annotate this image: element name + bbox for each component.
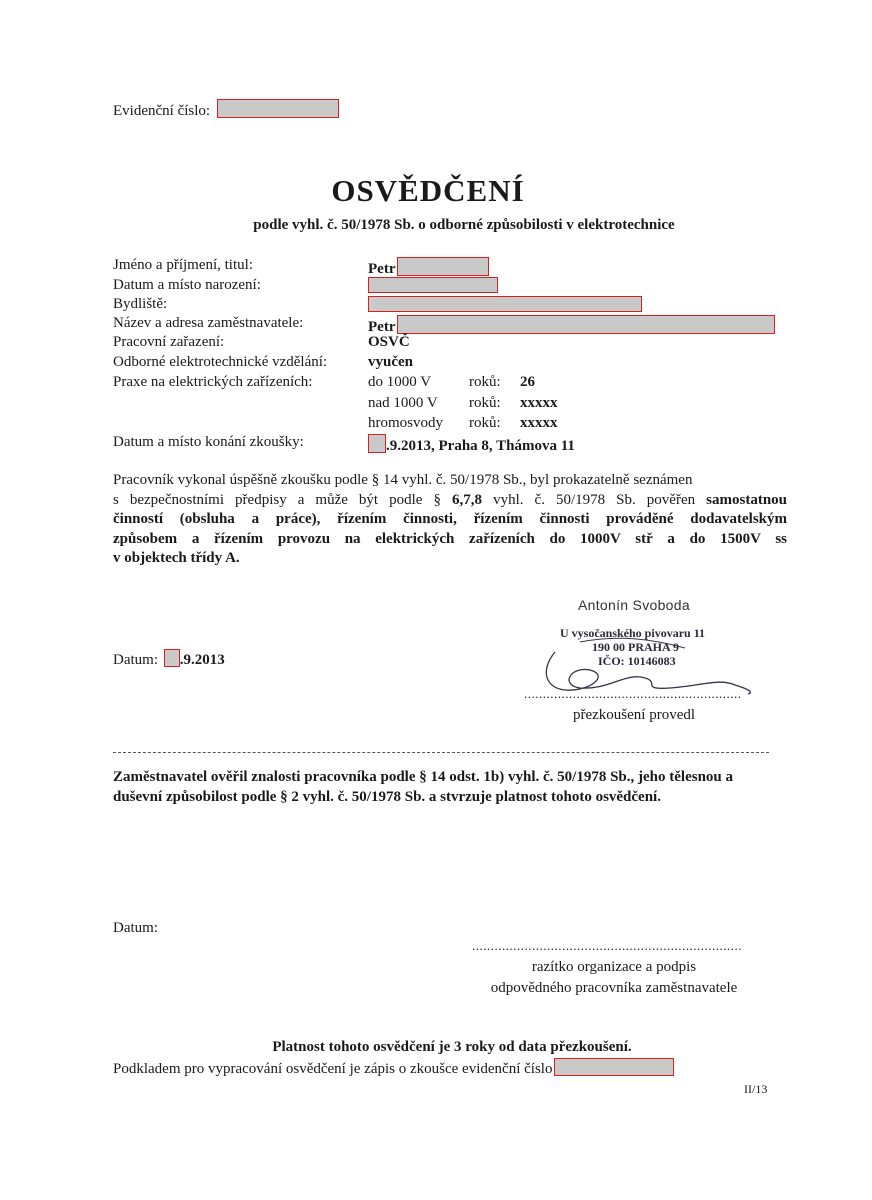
date-2-label: Datum: <box>113 920 158 936</box>
practice-row-high-voltage-years-label: roků: <box>469 395 501 411</box>
examiner-caption: přezkoušení provedl <box>573 707 696 723</box>
examiner-signature-line: .......................................................... <box>524 686 742 701</box>
employer-signature-line: ........................................................................ <box>472 938 742 953</box>
education-label: Odborné elektrotechnické vzdělání: <box>113 354 328 370</box>
stamp-line-1: U vysočanského pivovaru 11 <box>560 626 706 640</box>
certification-paragraph <box>113 471 787 569</box>
basis-row <box>113 1058 674 1078</box>
name-value-row <box>368 257 489 278</box>
employer-sign-caption-2: odpovědného pracovníka zaměstnavatele <box>490 980 738 996</box>
certification-line-2a: s bezpečnostními předpisy a může být podle § <box>113 491 441 508</box>
birth-value-row <box>368 277 498 295</box>
birth-label: Datum a místo narození: <box>113 277 261 293</box>
employer-redaction <box>397 315 775 334</box>
practice-row-lightning-years: xxxxx <box>520 415 558 431</box>
employer-statement-line-2: duševní způsobilost podle § 2 vyhl. č. 50/1978 Sb. a stvrzuje platnost tohoto osvědčení. <box>113 789 661 805</box>
practice-row-high-voltage-type: nad 1000 V <box>368 395 438 411</box>
certification-line-5: v objektech třídy A. <box>113 550 240 566</box>
position-value: OSVČ <box>368 334 410 350</box>
education-value: vyučen <box>368 354 413 370</box>
evidence-number-row <box>113 99 339 120</box>
practice-row-lightning-type: hromosvody <box>368 415 443 431</box>
practice-row-high-voltage-years: xxxxx <box>520 395 558 411</box>
practice-label: Praxe na elektrických zařízeních: <box>113 374 313 390</box>
practice-row-lightning-years-label: roků: <box>469 415 501 431</box>
name-value: Petr <box>368 261 396 277</box>
employer-statement <box>113 767 787 807</box>
form-code: II/13 <box>744 1082 768 1096</box>
residence-label: Bydliště: <box>113 296 168 312</box>
residence-value-row <box>368 296 642 314</box>
practice-row-low-voltage-type: do 1000 V <box>368 374 432 390</box>
examiner-name: Antonín Svoboda <box>578 597 690 613</box>
certification-line-2b: 6,7,8 <box>452 491 483 508</box>
date-1-value: .9.2013 <box>179 652 225 668</box>
exam-label: Datum a místo konání zkoušky: <box>113 434 304 450</box>
certification-line-4: způsobem a řízením provozu na elektrických zařízeních do 1000V stř a do 1500V ss <box>113 530 787 547</box>
employer-value-row <box>368 315 775 336</box>
stamp-line-3: IČO: 10146083 <box>598 654 676 668</box>
certification-line-3: činností (obsluha a práce), řízením činnosti, řízením činnosti prováděné dodavatelským <box>113 511 787 527</box>
date-1-redaction <box>164 649 180 667</box>
basis-redaction <box>554 1058 674 1076</box>
evidence-number-label: Evidenční číslo: <box>113 103 211 119</box>
date-1-row <box>113 649 225 669</box>
exam-date-redaction <box>368 434 386 453</box>
birth-redaction <box>368 277 498 293</box>
name-redaction <box>397 257 489 276</box>
practice-row-low-voltage-years-label: roků: <box>469 374 501 390</box>
exam-value: .9.2013, Praha 8, Thámova 11 <box>386 438 575 454</box>
employer-value: Petr <box>368 319 396 335</box>
stamp-line-2: 190 00 PRAHA 9 <box>592 640 679 654</box>
employer-statement-line-1: Zaměstnavatel ověřil znalosti pracovníka podle § 14 odst. 1b) vyhl. č. 50/1978 Sb., jeho tělesnou a <box>113 769 734 785</box>
document-subtitle: podle vyhl. č. 50/1978 Sb. o odborné způsobilosti v elektrotechnice <box>253 217 675 233</box>
certification-line-2d: samostatnou <box>706 491 788 508</box>
employer-sign-caption-1: razítko organizace a podpis <box>531 959 697 975</box>
date-1-label: Datum: <box>113 652 158 668</box>
section-divider <box>113 752 769 753</box>
position-label: Pracovní zařazení: <box>113 334 225 350</box>
exam-value-row <box>368 434 575 455</box>
certification-line-1: Pracovník vykonal úspěšně zkoušku podle § 14 vyhl. č. 50/1978 Sb., byl prokazatelně seznámen <box>113 472 693 488</box>
evidence-number-redaction <box>217 99 339 118</box>
practice-row-low-voltage-years: 26 <box>520 374 535 390</box>
basis-text: Podkladem pro vypracování osvědčení je zápis o zkoušce evidenční číslo <box>113 1061 553 1077</box>
employer-label: Název a adresa zaměstnavatele: <box>113 315 304 331</box>
certification-line-2c: vyhl. č. 50/1978 Sb. pověřen <box>493 491 696 508</box>
document-title: OSVĚDČENÍ <box>331 173 525 208</box>
residence-redaction <box>368 296 642 312</box>
validity-note: Platnost tohoto osvědčení je 3 roky od data přezkoušení. <box>272 1039 632 1055</box>
certification-line-2 <box>113 491 787 511</box>
name-label: Jméno a příjmení, titul: <box>113 257 253 273</box>
